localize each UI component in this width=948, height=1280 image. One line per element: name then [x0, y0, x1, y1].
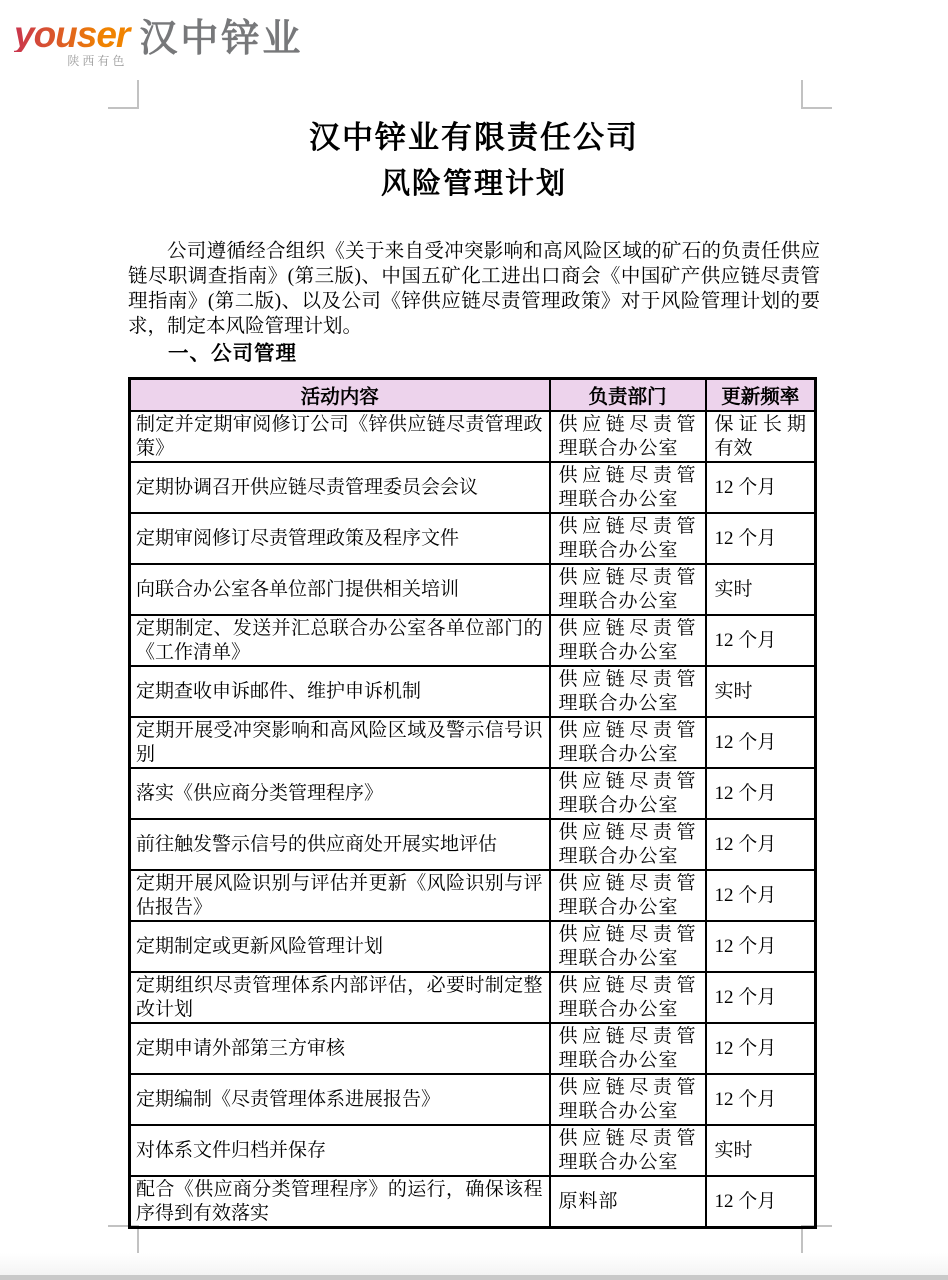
cell-activity: 定期编制《尽责管理体系进展报告》	[130, 1074, 550, 1125]
crop-mark-bottom-right-icon	[801, 1225, 832, 1254]
cell-department: 供应链尽责管理联合办公室	[550, 1074, 706, 1125]
cell-frequency: 12 个月	[706, 768, 816, 819]
table-row	[130, 513, 816, 564]
cell-activity: 定期制定或更新风险管理计划	[130, 921, 550, 972]
table-row	[130, 717, 816, 768]
cell-frequency: 保证长期有效	[706, 411, 816, 462]
cell-department: 供应链尽责管理联合办公室	[550, 819, 706, 870]
cell-frequency: 实时	[706, 1125, 816, 1176]
table-row	[130, 462, 816, 513]
cell-activity: 定期组织尽责管理体系内部评估，必要时制定整改计划	[130, 972, 550, 1023]
section-heading-company-management: 一、公司管理	[168, 343, 297, 365]
cell-department: 供应链尽责管理联合办公室	[550, 411, 706, 462]
cell-department: 供应链尽责管理联合办公室	[550, 768, 706, 819]
activity-table	[128, 377, 817, 1229]
brand-block	[14, 14, 133, 69]
page-bottom-fade	[0, 1253, 948, 1275]
table-row	[130, 666, 816, 717]
cell-activity: 定期开展受冲突影响和高风险区域及警示信号识别	[130, 717, 550, 768]
cell-department: 供应链尽责管理联合办公室	[550, 564, 706, 615]
cell-department: 供应链尽责管理联合办公室	[550, 972, 706, 1023]
table-row	[130, 411, 816, 462]
cell-activity: 定期申请外部第三方审核	[130, 1023, 550, 1074]
cell-frequency: 12 个月	[706, 615, 816, 666]
cell-activity: 定期协调召开供应链尽责管理委员会会议	[130, 462, 550, 513]
cell-frequency: 12 个月	[706, 819, 816, 870]
cell-frequency: 12 个月	[706, 462, 816, 513]
document-title: 汉中锌业有限责任公司	[309, 120, 639, 155]
crop-mark-top-right-icon	[801, 80, 832, 109]
cell-department: 原料部	[550, 1176, 706, 1228]
cell-frequency: 12 个月	[706, 870, 816, 921]
table-row	[130, 1023, 816, 1074]
cell-activity: 定期开展风险识别与评估并更新《风险识别与评估报告》	[130, 870, 550, 921]
table-row	[130, 615, 816, 666]
company-logo	[14, 14, 304, 69]
cell-department: 供应链尽责管理联合办公室	[550, 921, 706, 972]
cell-department: 供应链尽责管理联合办公室	[550, 870, 706, 921]
crop-mark-top-left-icon	[108, 80, 139, 109]
cell-department: 供应链尽责管理联合办公室	[550, 1125, 706, 1176]
window-bottom-bar	[0, 1275, 948, 1280]
table-header-row	[130, 379, 816, 412]
cell-department: 供应链尽责管理联合办公室	[550, 717, 706, 768]
column-header-frequency: 更新频率	[706, 379, 816, 412]
cell-frequency: 实时	[706, 564, 816, 615]
cell-frequency: 12 个月	[706, 1074, 816, 1125]
cell-frequency: 12 个月	[706, 1176, 816, 1228]
cell-activity: 制定并定期审阅修订公司《锌供应链尽责管理政策》	[130, 411, 550, 462]
intro-paragraph: 公司遵循经合组织《关于来自受冲突影响和高风险区域的矿石的负责任供应链尽职调查指南》(第三版)、中国五矿化工进出口商会《中国矿产供应链尽责管理指南》(第二版)、以及公司《锌供应链尽责管理政策》对于风险管理计划的要求，制定本风险管理计划。	[128, 240, 820, 337]
cell-frequency: 12 个月	[706, 921, 816, 972]
cell-frequency: 12 个月	[706, 1023, 816, 1074]
cell-activity: 对体系文件归档并保存	[130, 1125, 550, 1176]
activity-table-header	[130, 379, 816, 412]
cell-department: 供应链尽责管理联合办公室	[550, 1023, 706, 1074]
cell-department: 供应链尽责管理联合办公室	[550, 513, 706, 564]
crop-mark-bottom-left-icon	[108, 1225, 139, 1254]
table-row	[130, 921, 816, 972]
activity-table-body	[130, 411, 816, 1228]
cell-department: 供应链尽责管理联合办公室	[550, 615, 706, 666]
cell-activity: 定期制定、发送并汇总联合办公室各单位部门的《工作清单》	[130, 615, 550, 666]
cell-frequency: 12 个月	[706, 972, 816, 1023]
table-row	[130, 768, 816, 819]
youser-brand-logo: youser	[14, 18, 133, 52]
cell-frequency: 实时	[706, 666, 816, 717]
cell-department: 供应链尽责管理联合办公室	[550, 666, 706, 717]
table-row	[130, 564, 816, 615]
brand-subtext: 陕西有色	[67, 54, 128, 68]
table-row	[130, 819, 816, 870]
column-header-activity: 活动内容	[130, 379, 550, 412]
cell-frequency: 12 个月	[706, 513, 816, 564]
company-name-logo: 汉中锌业	[139, 18, 304, 60]
cell-activity: 前往触发警示信号的供应商处开展实地评估	[130, 819, 550, 870]
cell-activity: 定期查收申诉邮件、维护申诉机制	[130, 666, 550, 717]
table-row	[130, 1074, 816, 1125]
cell-activity: 向联合办公室各单位部门提供相关培训	[130, 564, 550, 615]
cell-activity: 落实《供应商分类管理程序》	[130, 768, 550, 819]
table-row	[130, 1125, 816, 1176]
column-header-department: 负责部门	[550, 379, 706, 412]
table-row	[130, 972, 816, 1023]
table-row	[130, 870, 816, 921]
table-row	[130, 1176, 816, 1228]
document-subtitle: 风险管理计划	[380, 168, 567, 200]
cell-frequency: 12 个月	[706, 717, 816, 768]
cell-activity: 配合《供应商分类管理程序》的运行，确保该程序得到有效落实	[130, 1176, 550, 1228]
cell-activity: 定期审阅修订尽责管理政策及程序文件	[130, 513, 550, 564]
cell-department: 供应链尽责管理联合办公室	[550, 462, 706, 513]
